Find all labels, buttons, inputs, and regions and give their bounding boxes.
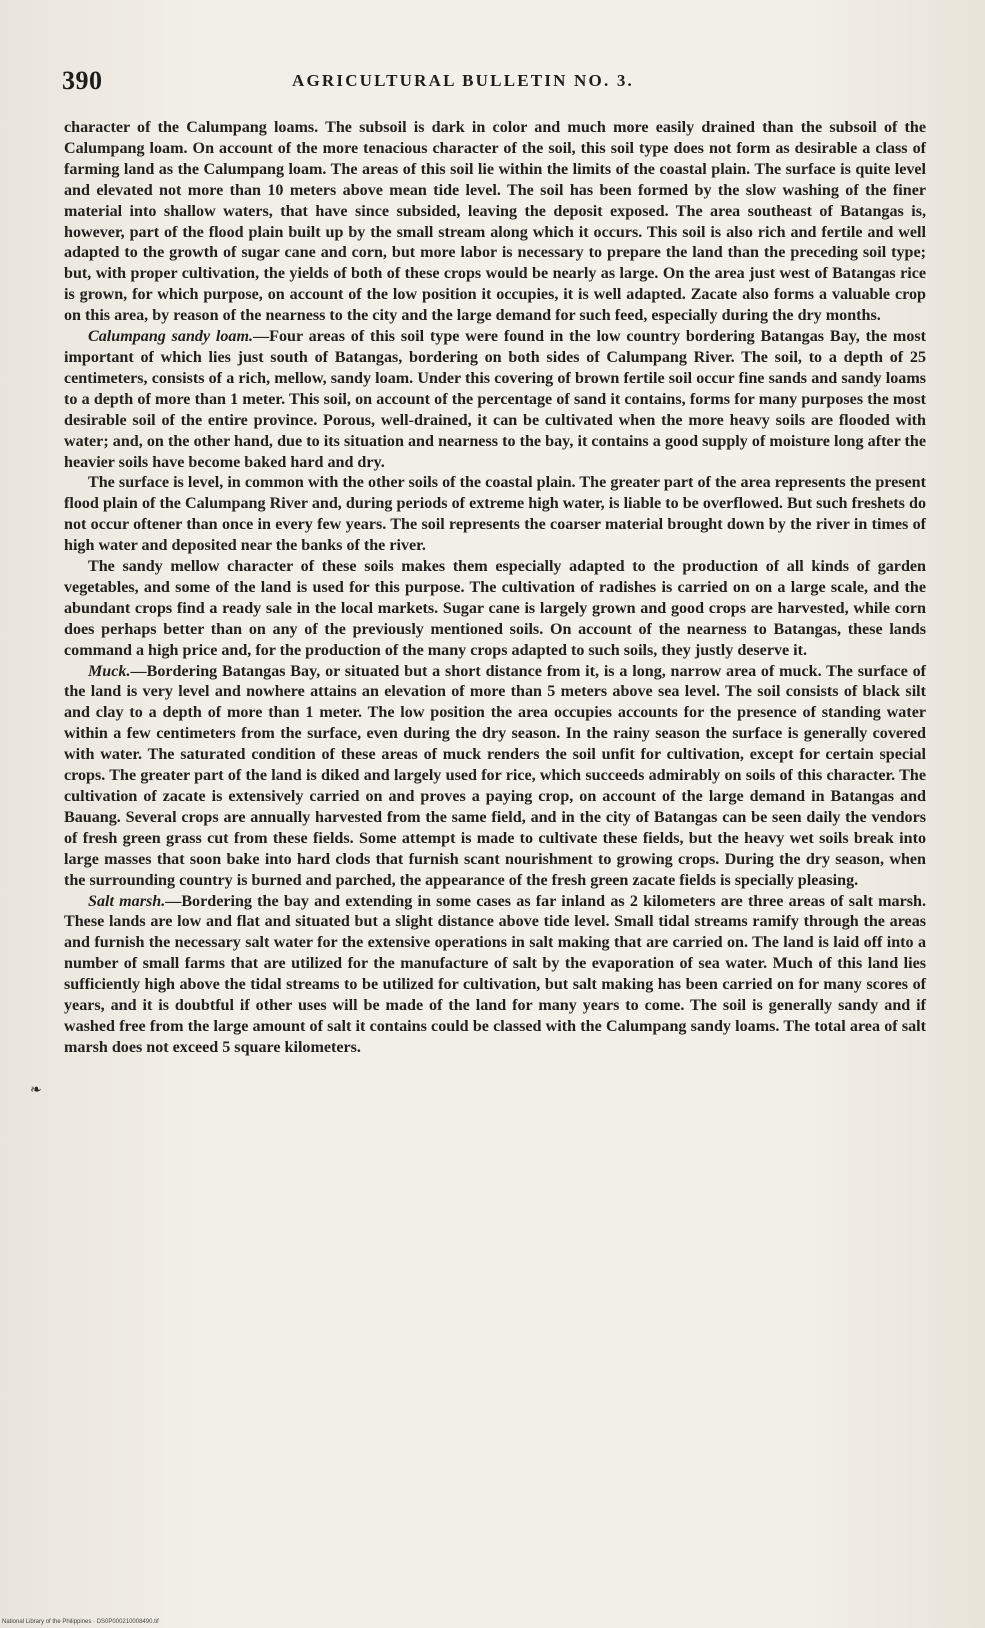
- running-title: AGRICULTURAL BULLETIN NO. 3.: [292, 71, 635, 90]
- paragraph-muck: [64, 662, 926, 892]
- scan-credit: National Library of the Philippines · DS0P000210008490.tif: [2, 1619, 159, 1625]
- section-heading: Muck.: [88, 662, 131, 680]
- paragraph-sandy-mellow: [64, 557, 926, 662]
- running-head: [62, 66, 922, 96]
- body-text: [64, 118, 926, 1059]
- paragraph-calumpang-sandy-loam: [64, 327, 926, 473]
- paragraph-surface: [64, 473, 926, 557]
- paragraph-text: —Four areas of this soil type were found in the low country bordering Batangas Bay, the most important of which lies just south of Batangas, bordering on both sides of Calumpang River. The soil, to a depth of 25 centimeters, consists of a rich, mellow, sandy loam. Under this covering of brown fertile soil occur fine sands and sandy loams to a depth of more than 1 meter. This soil, on account of the percentage of sand it contains, forms for many purposes the most desirable soil of the entire province. Porous, well-drained, it can be cultivated when the more heavy soils are flooded with water; and, on the other hand, due to its situation and nearness to the bay, it contains a good supply of moisture long after the heavier soils have become baked hard and dry.: [64, 328, 926, 471]
- paragraph-continuation: [64, 118, 926, 327]
- paragraph-text: The surface is level, in common with the other soils of the coastal plain. The greater part of the area represents the present flood plain of the Calumpang River and, during periods of extreme high water, is liable to be overflowed. But such freshets do not occur oftener than once in every few years. The soil represents the coarser material brought down by the river in times of high water and deposited near the banks of the river.: [64, 474, 926, 555]
- section-heading: Calumpang sandy loam.: [88, 328, 254, 346]
- section-heading: Salt marsh.: [88, 892, 166, 910]
- paragraph-text: —Bordering the bay and extending in some cases as far inland as 2 kilometers are three areas of salt marsh. These lands are low and flat and situated but a slight distance above tide level. Small tidal streams ramify through the areas and furnish the necessary salt water for the extensive operations in salt making that are carried on. The land is laid off into a number of small farms that are utilized for the manufacture of salt by the evaporation of sea water. Much of this land lies sufficiently high above the tidal streams to be utilized for cultivation, but salt making has been carried on for many scores of years, and it is doubtful if other uses will be made of the land for many years to come. The soil is generally sandy and if washed free from the large amount of salt it contains could be classed with the Calumpang sandy loams. The total area of salt marsh does not exceed 5 square kilometers.: [64, 892, 926, 1056]
- paragraph-salt-marsh: [64, 892, 926, 1059]
- margin-mark-icon: ❧: [30, 1083, 42, 1098]
- page-number: 390: [62, 66, 103, 95]
- paragraph-text: —Bordering Batangas Bay, or situated but a short distance from it, is a long, narrow area of muck. The surface of the land is very level and nowhere attains an elevation of more than 5 meters above sea level. The soil consists of black silt and clay to a depth of more than 1 meter. The low position the area occupies accounts for the presence of standing water within a few centimeters from the surface, even during the dry season. In the rainy season the surface is generally covered with water. The saturated condition of these areas of muck renders the soil unfit for cultivation, except for certain special crops. The greater part of the land is diked and largely used for rice, which succeeds admirably on soils of this character. The cultivation of zacate is extensively carried on and proves a paying crop, on account of the large demand in Batangas and Bauang. Several crops are annually harvested from the same field, and in the city of Batangas can be seen daily the vendors of fresh green grass cut from these fields. Some attempt is made to cultivate these fields, but the heavy wet soils break into large masses that soon bake into hard clods that furnish scant nourishment to growing crops. During the dry season, when the surrounding country is burned and parched, the appearance of the fresh green zacate fields is specially pleasing.: [64, 662, 926, 889]
- paragraph-text: The sandy mellow character of these soils makes them especially adapted to the production of all kinds of garden vegetables, and some of the land is used for this purpose. The cultivation of radishes is carried on on a large scale, and the abundant crops find a ready sale in the local markets. Sugar cane is largely grown and good crops are harvested, while corn does perhaps better than on any of the previously mentioned soils. On account of the nearness to Batangas, these lands command a high price and, for the production of the many crops adapted to such soils, they justly deserve it.: [64, 558, 926, 659]
- paragraph-text: character of the Calumpang loams. The subsoil is dark in color and much more easily drained than the subsoil of the Calumpang loam. On account of the more tenacious character of the soil, this soil type does not form as desirable a class of farming land as the Calumpang loam. The areas of this soil lie within the limits of the coastal plain. The surface is quite level and elevated not more than 10 meters above mean tide level. The soil has been formed by the slow washing of the finer material into shallow waters, that have since subsided, leaving the deposit exposed. The area southeast of Batangas is, however, part of the flood plain built up by the small stream along which it occurs. This soil is also rich and fertile and well adapted to the growth of sugar cane and corn, but more labor is necessary to prepare the land than the preceding soil type; but, with proper cultivation, the yields of both of these crops would be nearly as large. On the area just west of Batangas rice is grown, for which purpose, on account of the low position it occupies, it is well adapted. Zacate also forms a valuable crop on this area, by reason of the nearness to the city and the large demand for such feed, especially during the dry months.: [64, 119, 926, 325]
